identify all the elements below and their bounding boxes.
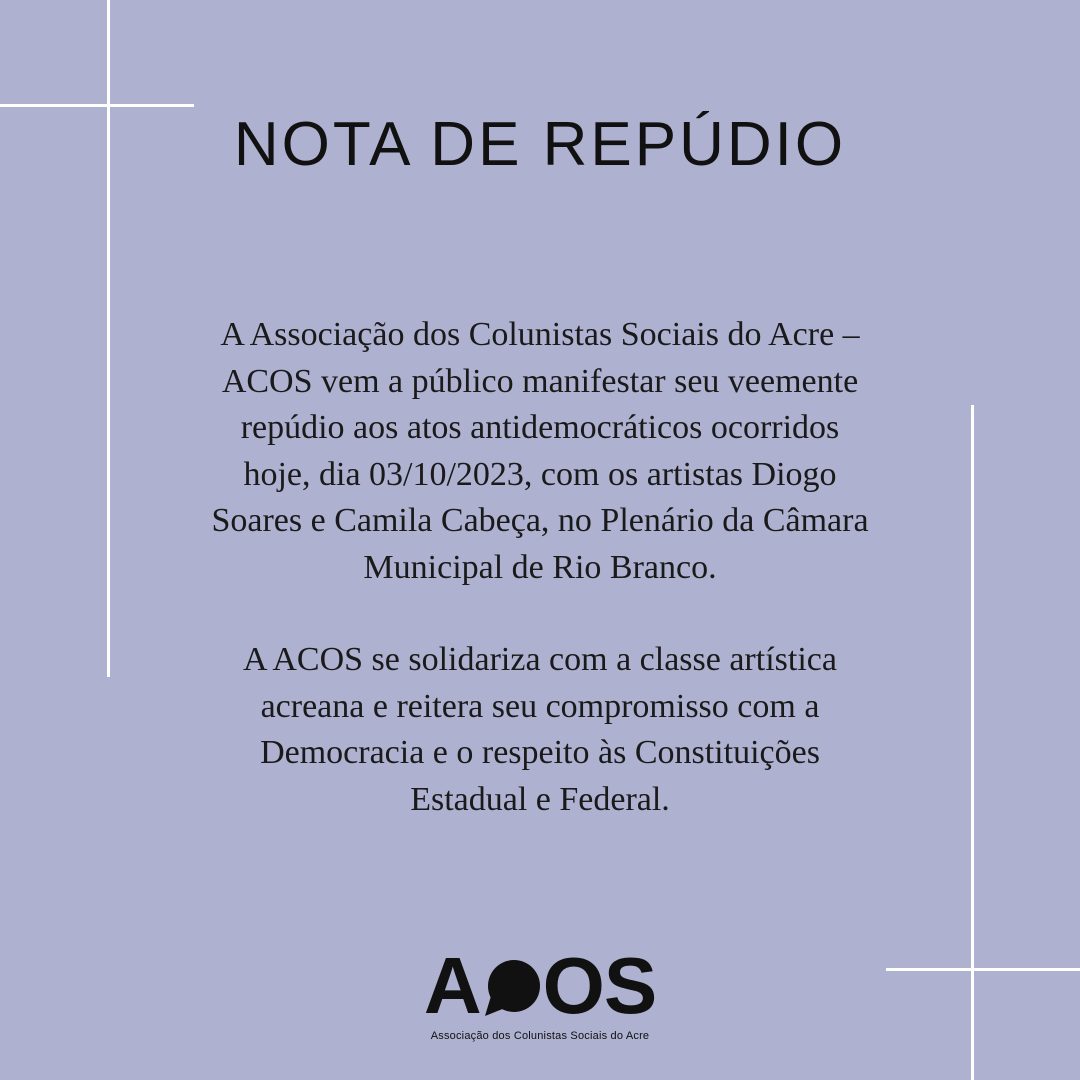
text-line: repúdio aos atos antidemocráticos ocorridos bbox=[240, 409, 840, 446]
text-line: A Associação dos Colunistas Sociais do Acre – bbox=[220, 316, 860, 353]
text-line: ACOS vem a público manifestar seu veemente bbox=[221, 362, 859, 400]
logo-letter-a: A bbox=[423, 941, 481, 1030]
text-line: Soares e Camila Cabeça, no Plenário da Câmara bbox=[211, 502, 869, 539]
logo-subtitle: Associação dos Colunistas Sociais do Acre bbox=[430, 1030, 650, 1042]
speech-bubble-icon bbox=[483, 958, 541, 1018]
note-body bbox=[130, 312, 950, 823]
text-line: acreana e reitera seu compromisso com a bbox=[260, 687, 820, 725]
logo-letter-o: O bbox=[542, 941, 604, 1030]
text-line: A ACOS se solidariza com a classe artística bbox=[243, 641, 837, 678]
text-line: Municipal de Rio Branco. bbox=[363, 548, 717, 586]
decorative-line-top-left-vertical bbox=[107, 0, 110, 677]
paragraph-1 bbox=[130, 312, 950, 591]
paragraph-2 bbox=[130, 637, 950, 823]
decorative-line-top-left-horizontal bbox=[0, 104, 194, 107]
acos-logo bbox=[0, 941, 1080, 1042]
text-line: Democracia e o respeito às Constituições bbox=[260, 734, 820, 771]
logo-wordmark bbox=[423, 941, 657, 1030]
logo-letter-s: S bbox=[603, 941, 657, 1030]
text-line: hoje, dia 03/10/2023, com os artistas Diogo bbox=[243, 455, 837, 493]
text-line: Estadual e Federal. bbox=[410, 780, 670, 818]
page-title: NOTA DE REPÚDIO bbox=[233, 110, 847, 179]
